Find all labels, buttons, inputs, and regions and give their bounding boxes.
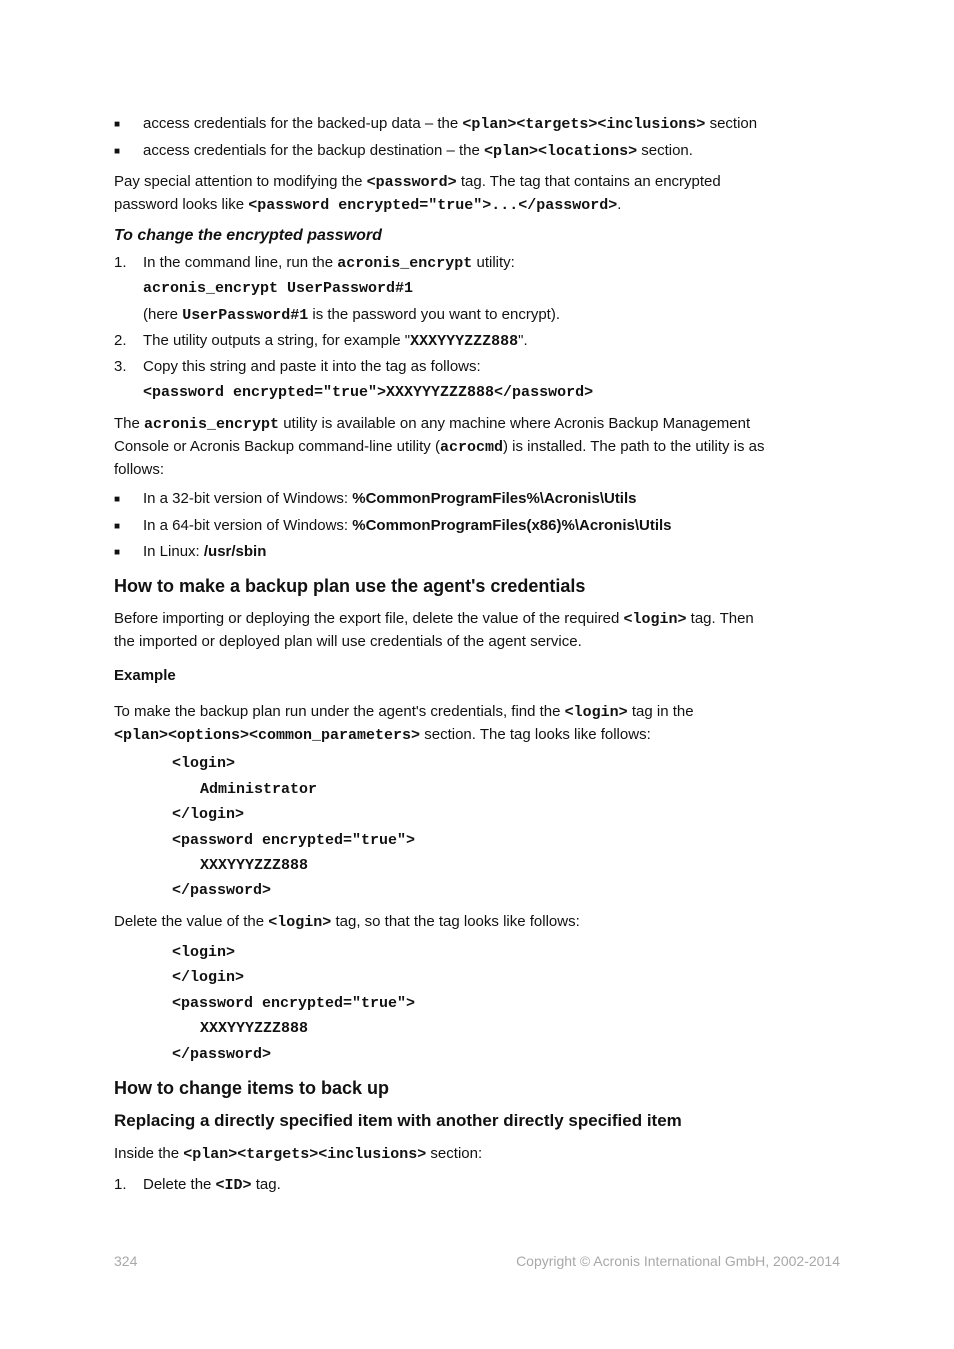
text: ". <box>518 332 528 349</box>
text: Pay special attention to modifying the <box>114 173 367 190</box>
text: follows: <box>114 461 165 478</box>
bullet-text: access credentials for the backed-up data – the <box>143 115 463 132</box>
paragraph <box>114 413 834 481</box>
copyright-notice: Copyright © Acronis International GmbH, 2002-2014 <box>516 1253 840 1269</box>
inline-code: <plan><targets><inclusions> <box>462 116 706 133</box>
bullet-text: access credentials for the backup destination – the <box>143 142 485 159</box>
text: tag. The tag that contains an encrypted <box>456 173 721 190</box>
inline-code: <plan><targets><inclusions> <box>183 1146 427 1163</box>
inline-code: <password encrypted="true">...</password> <box>248 197 618 214</box>
text: tag. <box>251 1176 281 1193</box>
text: . <box>617 196 622 213</box>
bullet-text: section <box>705 115 758 132</box>
bullet-item <box>143 140 833 163</box>
code-line: </password> <box>172 1046 272 1063</box>
code-line: Administrator <box>200 781 318 798</box>
code-line: <password encrypted="true"> <box>172 995 416 1012</box>
code-line: <password encrypted="true">XXXYYYZZZ888</password> <box>143 384 594 401</box>
text: (here <box>143 306 183 323</box>
code-line: XXXYYYZZZ888 <box>200 1020 309 1037</box>
inline-code: <login> <box>564 704 628 721</box>
text: utility is available on any machine where Acronis Backup Management <box>279 415 751 432</box>
bullet-item <box>143 515 833 537</box>
section-heading: How to make a backup plan use the agent's credentials <box>114 576 586 596</box>
code-line: acronis_encrypt UserPassword#1 <box>143 280 414 297</box>
inline-code: acronis_encrypt <box>144 416 280 433</box>
page-number: 324 <box>114 1253 138 1269</box>
procedure-title: To change the encrypted password <box>114 227 382 244</box>
path-text: %CommonProgramFiles(x86)%\Acronis\Utils <box>352 517 672 534</box>
step-note <box>143 304 833 327</box>
text: The <box>114 415 145 432</box>
inline-code: acronis_encrypt <box>337 255 473 272</box>
text: The utility outputs a string, for example " <box>143 332 411 349</box>
text: is the password you want to encrypt). <box>308 306 561 323</box>
text: In a 32-bit version of Windows: <box>143 490 353 507</box>
code-line: <password encrypted="true"> <box>172 832 416 849</box>
text: section. The tag looks like follows: <box>420 726 651 743</box>
text: Delete the value of the <box>114 913 269 930</box>
example-heading: Example <box>114 667 176 684</box>
text: tag in the <box>627 703 694 720</box>
bullet-item <box>143 541 833 563</box>
step-item <box>143 330 833 353</box>
inline-code: <login> <box>623 611 687 628</box>
inline-code: <login> <box>268 914 332 931</box>
bullet-item <box>143 113 833 136</box>
bullet-text: section. <box>637 142 693 159</box>
path-text: %CommonProgramFiles%\Acronis\Utils <box>352 490 637 507</box>
text: utility: <box>472 254 515 271</box>
text: section: <box>426 1145 483 1162</box>
inline-code: <password> <box>366 174 457 191</box>
text: Copy this string and paste it into the tag as follows: <box>143 358 481 375</box>
subsection-heading: Replacing a directly specified item with another directly specified item <box>114 1111 682 1130</box>
bullet-icon: ■ <box>114 119 121 130</box>
text: In Linux: <box>143 543 204 560</box>
inline-code: XXXYYYZZZ888 <box>410 333 519 350</box>
step-number: 1. <box>114 1176 127 1193</box>
text: In the command line, run the <box>143 254 338 271</box>
inline-code: <plan><options><common_parameters> <box>114 727 421 744</box>
step-item <box>143 1174 833 1197</box>
code-line: <login> <box>172 755 236 772</box>
text: ) is installed. The path to the utility is as <box>503 438 765 455</box>
text: tag. Then <box>686 610 754 627</box>
paragraph <box>114 911 834 934</box>
step-number: 1. <box>114 254 127 271</box>
text: Before importing or deploying the export file, delete the value of the required <box>114 610 624 627</box>
text: Inside the <box>114 1145 184 1162</box>
code-line: <login> <box>172 944 236 961</box>
inline-code: acrocmd <box>439 439 503 456</box>
code-line: </login> <box>172 969 245 986</box>
step-item <box>143 252 833 275</box>
inline-code: <ID> <box>215 1177 252 1194</box>
text: To make the backup plan run under the agent's credentials, find the <box>114 703 565 720</box>
text: Console or Acronis Backup command-line utility ( <box>114 438 440 455</box>
paragraph <box>114 608 834 653</box>
step-number: 2. <box>114 332 127 349</box>
step-number: 3. <box>114 358 127 375</box>
text: Delete the <box>143 1176 216 1193</box>
paragraph <box>114 701 834 747</box>
bullet-icon: ■ <box>114 146 121 157</box>
bullet-icon: ■ <box>114 494 121 505</box>
text: In a 64-bit version of Windows: <box>143 517 353 534</box>
text: tag, so that the tag looks like follows: <box>331 913 580 930</box>
text: the imported or deployed plan will use credentials of the agent service. <box>114 633 582 650</box>
inline-code: <plan><locations> <box>484 143 638 160</box>
text: password looks like <box>114 196 249 213</box>
code-line: </password> <box>172 882 272 899</box>
bullet-icon: ■ <box>114 521 121 532</box>
step-item <box>143 356 833 378</box>
inline-code: UserPassword#1 <box>182 307 309 324</box>
path-text: /usr/sbin <box>203 543 267 560</box>
paragraph <box>114 171 834 217</box>
paragraph <box>114 1143 834 1166</box>
bullet-icon: ■ <box>114 547 121 558</box>
code-line: XXXYYYZZZ888 <box>200 857 309 874</box>
bullet-item <box>143 488 833 510</box>
code-line: </login> <box>172 806 245 823</box>
section-heading: How to change items to back up <box>114 1078 390 1098</box>
